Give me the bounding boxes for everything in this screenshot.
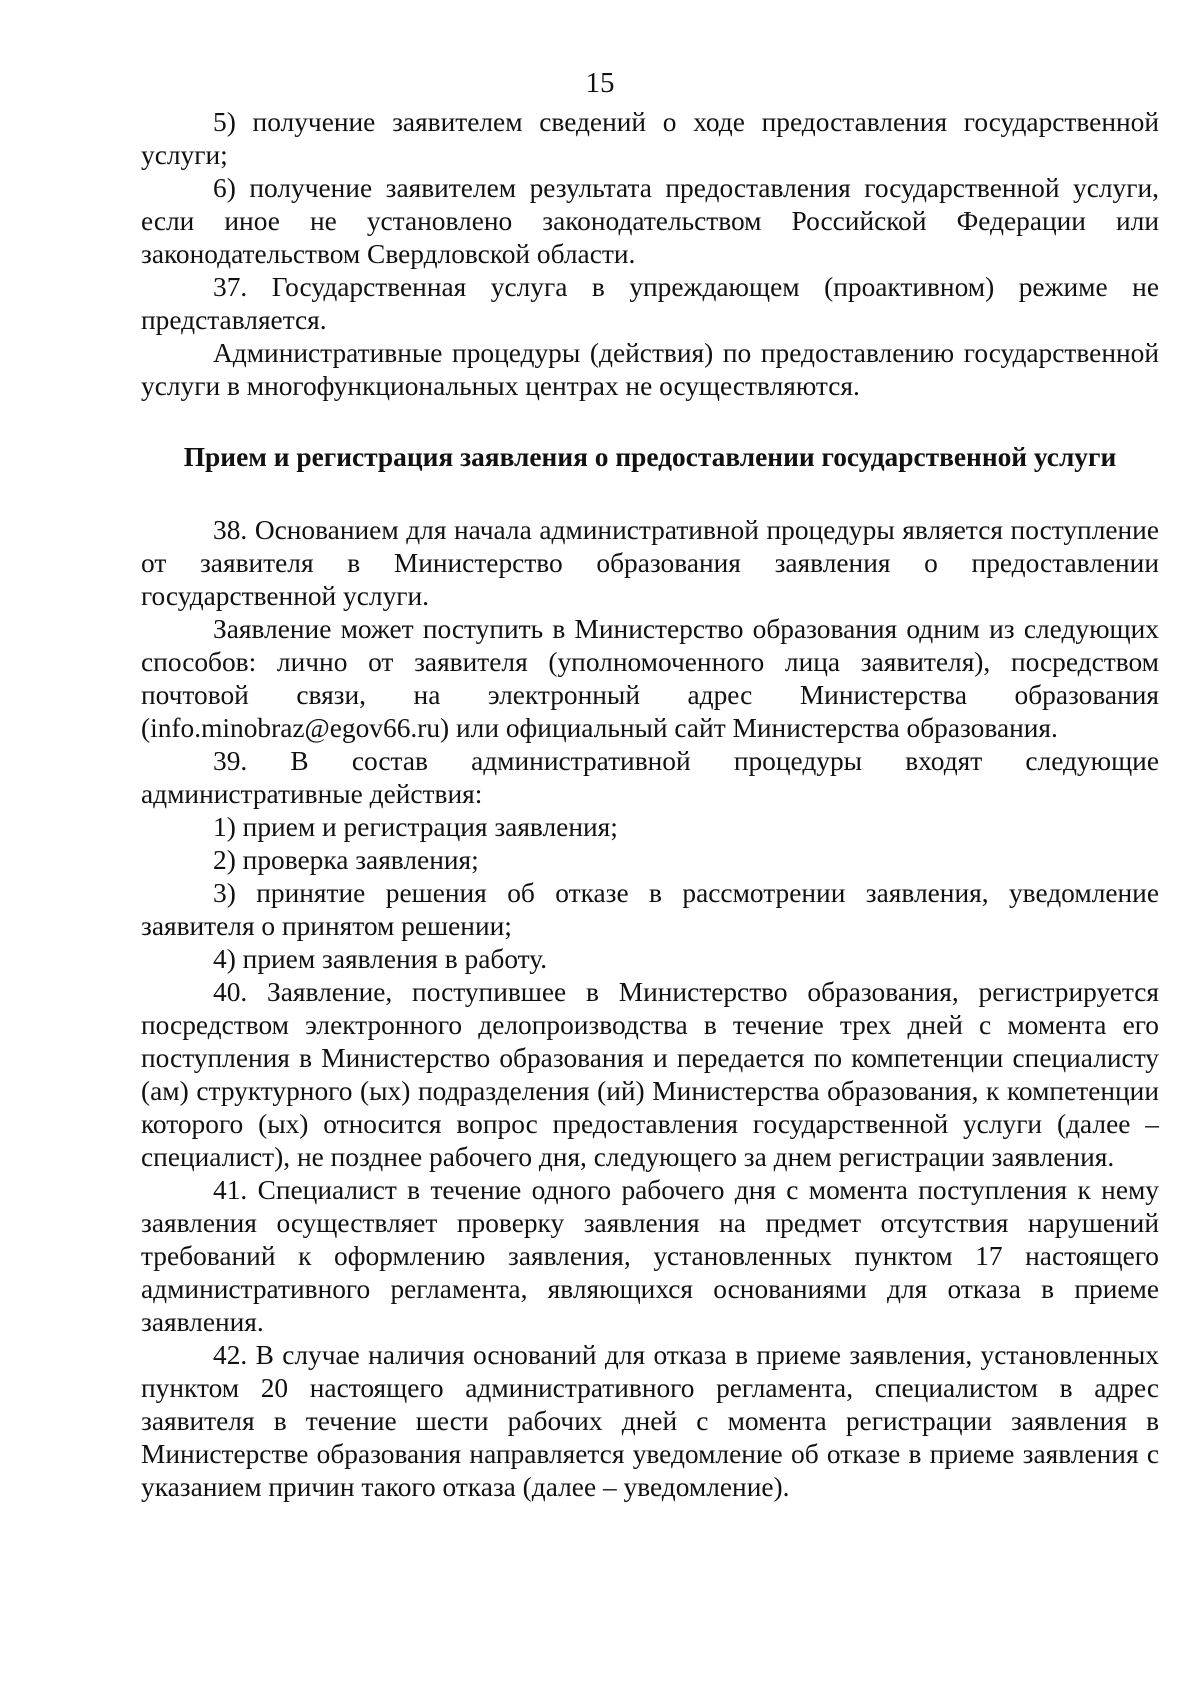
paragraph-41: 41. Специалист в течение одного рабочего дня с момента поступления к нему заявления осуществляет проверку заявления на предмет отсутствия нарушений требований к оформлению заявления, установленных пунктом 17 настоящего административного регламента, являющихся основаниями для отказа в приеме заявления. xyxy=(141,1175,1159,1337)
page-number: 15 xyxy=(585,67,615,99)
paragraph-40: 40. Заявление, поступившее в Министерство образования, регистрируется посредством электронного делопроизводства в течение трех дней с момента его поступления в Министерство образования и передается по компетенции специалисту (ам) структурного (ых) подразделения (ий) Министерства образования, к компетенции которого (ых) относится вопрос предоставления государственной услуги (далее – специалист), не позднее рабочего дня, следующего за днем регистрации заявления. xyxy=(141,977,1159,1172)
paragraph-38: 38. Основанием для начала административной процедуры является поступление от заявителя в Министерство образования заявления о предоставлении государственной услуги. xyxy=(141,515,1159,611)
paragraph-admin-procedures: Административные процедуры (действия) по предоставлению государственной услуги в многофункциональных центрах не осуществляются. xyxy=(141,338,1159,401)
paragraph-37: 37. Государственная услуга в упреждающем (проактивном) режиме не представляется. xyxy=(141,272,1159,335)
paragraph-item-6: 6) получение заявителем результата предоставления государственной услуги, если иное не установлено законодательством Российской Федерации или законодательством Свердловской области. xyxy=(141,173,1159,269)
list-item-3: 3) принятие решения об отказе в рассмотрении заявления, уведомление заявителя о принятом решении; xyxy=(141,878,1159,941)
paragraph-item-5: 5) получение заявителем сведений о ходе предоставления государственной услуги; xyxy=(141,107,1159,170)
paragraph-42: 42. В случае наличия оснований для отказа в приеме заявления, установленных пунктом 20 настоящего административного регламента, специалистом в адрес заявителя в течение шести рабочих дней с момента регистрации заявления в Министерстве образования направляется уведомление об отказе в приеме заявления с указанием причин такого отказа (далее – уведомление). xyxy=(141,1340,1159,1502)
document-body xyxy=(141,106,1159,1504)
list-item-2: 2) проверка заявления; xyxy=(213,845,479,875)
section-heading: Прием и регистрация заявления о предоставлении государственной услуги xyxy=(183,442,1117,472)
list-item-4: 4) прием заявления в работу. xyxy=(213,944,548,974)
list-item-1: 1) прием и регистрация заявления; xyxy=(213,812,618,842)
paragraph-application-methods: Заявление может поступить в Министерство образования одним из следующих способов: лично от заявителя (уполномоченного лица заявителя), посредством почтовой связи, на электронный адрес Министерства образования (info.minobraz@egov66.ru) или официальный сайт Министерства образования. xyxy=(141,614,1159,743)
paragraph-39: 39. В состав административной процедуры входят следующие административные действия: xyxy=(141,746,1159,809)
